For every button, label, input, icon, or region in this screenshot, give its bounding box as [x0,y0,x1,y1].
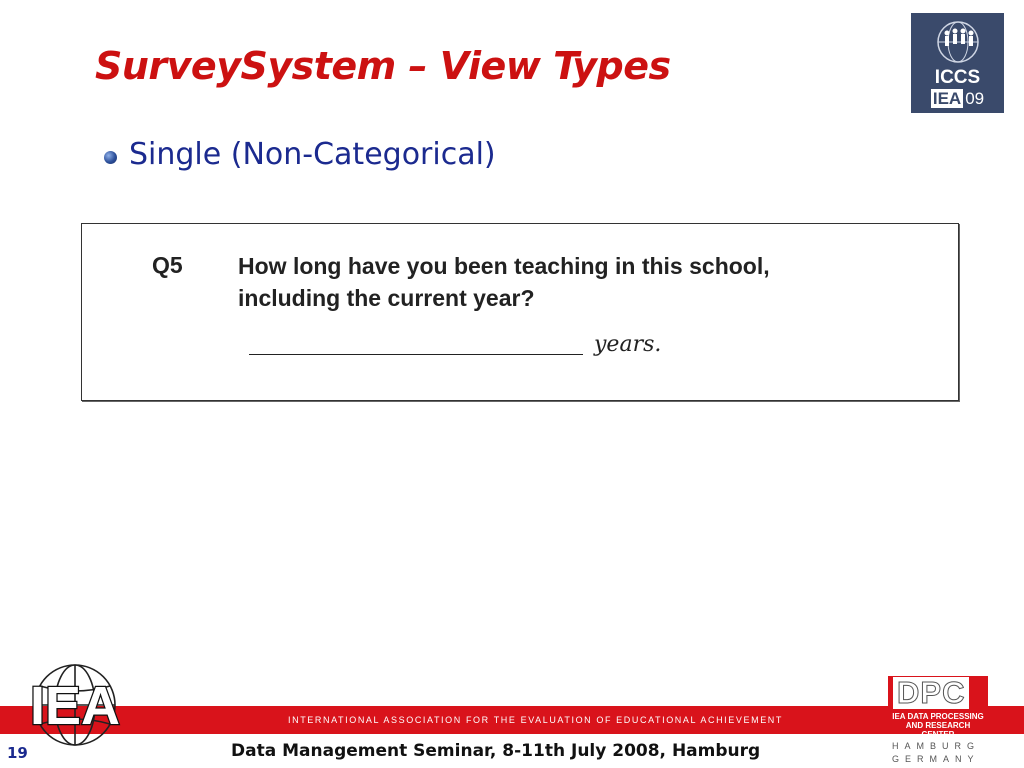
iccs-logo-text: ICCS [934,67,981,88]
question-text-line2: including the current year? [238,285,535,311]
question-number: Q5 [152,252,183,278]
question-text [238,250,878,314]
iccs-iea-label: IEA [932,89,962,108]
people-globe-icon [933,19,983,65]
dpc-subtitle-line1: IEA DATA PROCESSING [892,712,984,721]
organization-name: INTERNATIONAL ASSOCIATION FOR THE EVALUATION OF EDUCATIONAL ACHIEVEMENT [288,715,783,725]
bullet-item [104,137,496,172]
answer-line [249,354,583,355]
bullet-text: Single (Non-Categorical) [129,137,496,172]
footer-seminar-text: Data Management Seminar, 8-11th July 2008, Hamburg [231,741,761,761]
iccs-logo [911,13,1004,113]
answer-unit: years. [594,332,662,357]
dpc-city: HAMBURG [892,741,981,751]
bullet-icon [104,151,117,164]
dpc-location [892,740,992,766]
footer-band [0,706,1024,734]
iccs-year-label: 09 [965,89,985,108]
iea-globe-logo [18,662,132,748]
question-text-line1: How long have you been teaching in this school, [238,253,770,279]
slide-title: SurveySystem – View Types [95,44,671,88]
question-box [81,223,959,401]
page-number: 19 [7,744,28,762]
dpc-subtitle-line2: AND RESEARCH CENTER [905,721,971,739]
iccs-logo-iea [911,89,1004,109]
dpc-logo-subtitle [890,712,986,739]
iea-logo-letters: IEA [29,676,121,736]
dpc-country: GERMANY [892,754,980,764]
dpc-logo-letters: DPC [893,677,969,709]
